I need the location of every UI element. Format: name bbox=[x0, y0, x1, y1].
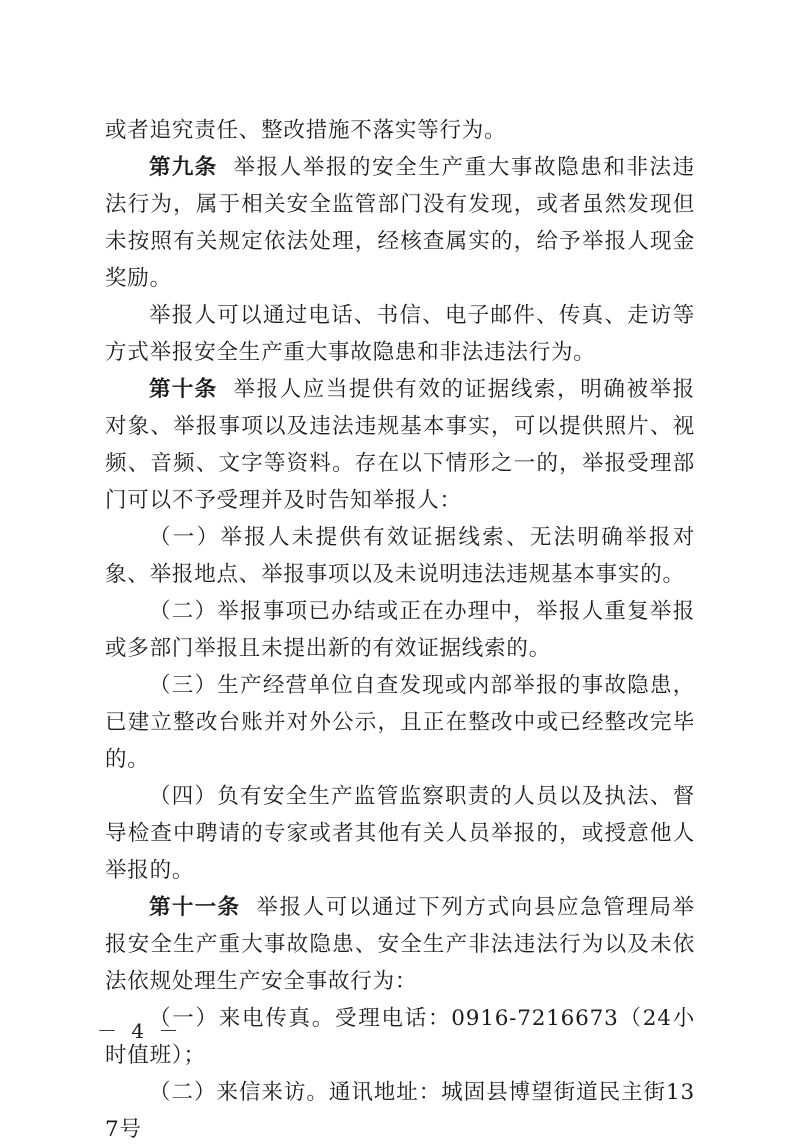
paragraph-text: 举报人举报的安全生产重大事故隐患和非法违法行为，属于相关安全监管部门没有发现，或者虽然发现但未按照有关规定依法处理，经核查属实的，给予举报人现金奖励。 bbox=[105, 155, 695, 291]
paragraph-text: （四）负有安全生产监管监察职责的人员以及执法、督导检查中聘请的专家或者其他有关人员举报的，或授意他人举报的。 bbox=[105, 784, 695, 883]
paragraph-text: 举报人可以通过下列方式向县应急管理局举报安全生产重大事故隐患、安全生产非法违法行为以及未依法依规处理生产安全事故行为： bbox=[105, 895, 695, 994]
paragraph-3 bbox=[105, 297, 695, 371]
paragraph-text: 举报人应当提供有效的证据线索，明确被举报对象、举报事项以及违法违规基本事实，可以提供照片、视频、音频、文字等资料。存在以下情形之一的，举报受理部门可以不予受理并及时告知举报人： bbox=[105, 377, 695, 513]
page-number: － 4 － bbox=[97, 1019, 183, 1043]
paragraph-text: （一）来电传真。受理电话：0916-7216673（24小时值班）； bbox=[105, 1006, 695, 1068]
paragraph-text: （二）来信来访。通讯地址：城固县博望街道民主街137号 bbox=[105, 1080, 695, 1142]
paragraph-text: 或者追究责任、整改措施不落实等行为。 bbox=[105, 118, 507, 143]
article-heading: 第九条 bbox=[149, 155, 218, 180]
list-item-1 bbox=[105, 519, 695, 593]
list-item-3 bbox=[105, 667, 695, 778]
paragraph-1 bbox=[105, 112, 695, 149]
article-11 bbox=[105, 889, 695, 1000]
paragraph-text: （三）生产经营单位自查发现或内部举报的事故隐患，已建立整改台账并对外公示，且正在整改中或已经整改完毕的。 bbox=[105, 673, 695, 772]
article-heading: 第十一条 bbox=[149, 895, 241, 920]
contact-item-2 bbox=[105, 1074, 695, 1148]
list-item-4 bbox=[105, 778, 695, 889]
paragraph-text: （二）举报事项已办结或正在办理中，举报人重复举报或多部门举报且未提出新的有效证据线索的。 bbox=[105, 599, 695, 661]
contact-item-1 bbox=[105, 1000, 695, 1074]
article-heading: 第十条 bbox=[149, 377, 218, 402]
document-body bbox=[105, 112, 695, 1148]
paragraph-text: 举报人可以通过电话、书信、电子邮件、传真、走访等方式举报安全生产重大事故隐患和非法违法行为。 bbox=[105, 303, 695, 365]
paragraph-text: （一）举报人未提供有效证据线索、无法明确举报对象、举报地点、举报事项以及未说明违法违规基本事实的。 bbox=[105, 525, 695, 587]
article-9 bbox=[105, 149, 695, 297]
article-10 bbox=[105, 371, 695, 519]
list-item-2 bbox=[105, 593, 695, 667]
